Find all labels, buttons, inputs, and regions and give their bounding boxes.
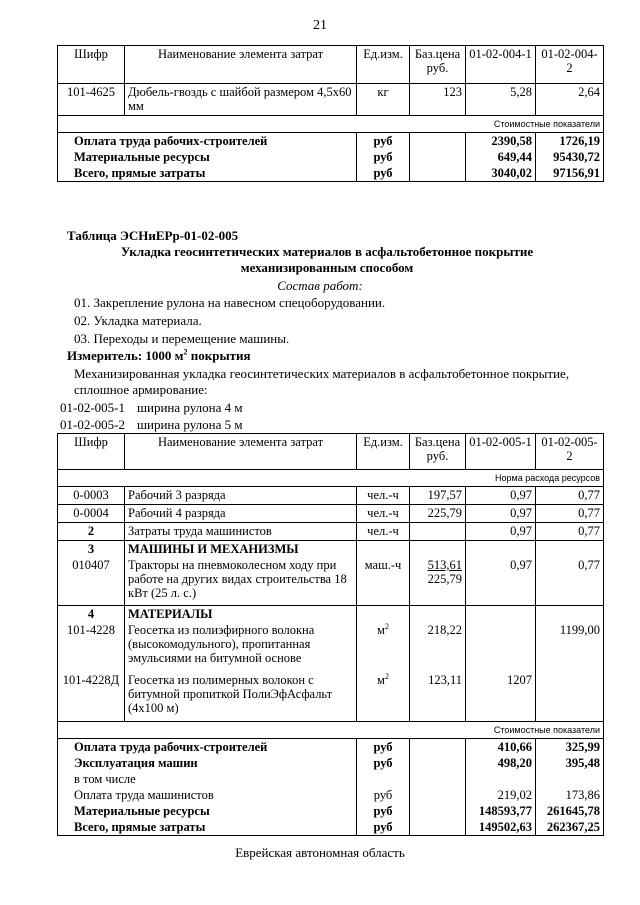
header-name: Наименование элемента затрат [125, 434, 357, 470]
row-name: Геосетка из полимерных волокон с битумной пропиткой ПолиЭфАсфальт (4х100 м) [125, 672, 357, 722]
summary-value2: 1726,19 [536, 133, 604, 150]
row-price-top: 513,61 [427, 558, 462, 572]
summary-empty [410, 803, 466, 819]
row-unit [357, 672, 410, 722]
row-code: 0-0003 [58, 487, 125, 505]
section-row [58, 605, 604, 622]
section-heading: Укладка геосинтетических материалов в асфальтобетонное покрытие механизированным способом [120, 244, 534, 275]
summary-row [58, 771, 604, 787]
section-empty [536, 541, 604, 558]
summary-empty [410, 133, 466, 150]
row-price [410, 557, 466, 605]
section-row [58, 541, 604, 558]
summary-label: Всего, прямые затраты [58, 165, 357, 182]
summary-unit: руб [357, 803, 410, 819]
row-name: Дюбель-гвоздь с шайбой размером 4,5х60 мм [125, 84, 357, 116]
row-price: 197,57 [410, 487, 466, 505]
row-unit-base: м [377, 672, 385, 687]
band-row [58, 116, 604, 133]
section-code: 3 [58, 541, 125, 558]
measure-prefix: Измеритель: 1000 м [67, 348, 184, 363]
row-unit-sup: 2 [384, 671, 389, 681]
summary-value1: 148593,77 [466, 803, 536, 819]
section-empty [466, 605, 536, 622]
variant-code: 01-02-005-2 [60, 417, 125, 432]
summary-unit: руб [357, 133, 410, 150]
band-label: Стоимостные показатели [58, 116, 604, 133]
summary-empty [410, 149, 466, 165]
row-price: 123,11 [410, 672, 466, 722]
row-value1: 0,97 [466, 505, 536, 523]
summary-value2: 325,99 [536, 739, 604, 756]
summary-unit: руб [357, 787, 410, 803]
band-label: Норма расхода ресурсов [58, 470, 604, 487]
summary-label: Оплата труда рабочих-строителей [58, 739, 357, 756]
row-unit: маш.-ч [357, 557, 410, 605]
row-value1 [466, 622, 536, 672]
header-base-price: Баз.цена руб. [410, 434, 466, 470]
summary-row [58, 149, 604, 165]
row-price-bottom: 225,79 [427, 572, 462, 586]
table-row [58, 523, 604, 541]
row-price [410, 523, 466, 541]
variant-text: ширина рулона 5 м [137, 417, 243, 432]
header-code: Шифр [58, 46, 125, 84]
row-price: 218,22 [410, 622, 466, 672]
row-unit: чел.-ч [357, 505, 410, 523]
summary-value1: 2390,58 [466, 133, 536, 150]
measure-suffix: покрытия [187, 348, 251, 363]
summary-value2: 97156,91 [536, 165, 604, 182]
summary-row [58, 755, 604, 771]
band-label: Стоимостные показатели [58, 722, 604, 739]
row-name: Геосетка из полиэфирного волокна (высокомодульного), пропитанная эмульсиями на битумной основе [125, 622, 357, 672]
work-step: 01. Закрепление рулона на навесном спецоборудовании. [74, 295, 386, 310]
row-unit: чел.-ч [357, 487, 410, 505]
header-col2: 01-02-005-2 [536, 434, 604, 470]
row-value2 [536, 672, 604, 722]
row-code: 101-4228 [58, 622, 125, 672]
summary-empty [410, 739, 466, 756]
row-name: Тракторы на пневмоколесном ходу при работе на других видах строительства 18 кВт (25 л. с.) [125, 557, 357, 605]
summary-value2: 95430,72 [536, 149, 604, 165]
summary-empty [410, 755, 466, 771]
row-code: 101-4228Д [58, 672, 125, 722]
section-name: МАТЕРИАЛЫ [125, 605, 357, 622]
row-name: Рабочий 3 разряда [125, 487, 357, 505]
row-value2: 0,77 [536, 523, 604, 541]
summary-label: Эксплуатация машин [58, 755, 357, 771]
cost-table-01-02-004 [57, 45, 604, 182]
summary-empty [466, 771, 536, 787]
work-step: 02. Укладка материала. [74, 313, 202, 328]
row-code: 101-4625 [58, 84, 125, 116]
summary-unit: руб [357, 755, 410, 771]
table-row [58, 557, 604, 605]
table-title: Таблица ЭСНиЕРр-01-02-005 [67, 228, 239, 243]
summary-value1: 149502,63 [466, 819, 536, 836]
row-price: 225,79 [410, 505, 466, 523]
row-value1: 0,97 [466, 487, 536, 505]
table-row [58, 505, 604, 523]
summary-value1: 219,02 [466, 787, 536, 803]
header-unit: Ед.изм. [357, 434, 410, 470]
summary-row [58, 819, 604, 836]
header-code: Шифр [58, 434, 125, 470]
section-empty [357, 541, 410, 558]
band-row [58, 722, 604, 739]
summary-row [58, 803, 604, 819]
summary-label: в том числе [58, 771, 357, 787]
summary-label: Материальные ресурсы [58, 803, 357, 819]
row-unit-sup: 2 [384, 621, 389, 631]
summary-value2: 173,86 [536, 787, 604, 803]
variant-code: 01-02-005-1 [60, 400, 125, 415]
table-header-row [58, 46, 604, 84]
row-unit-base: м [377, 622, 385, 637]
summary-row [58, 165, 604, 182]
summary-empty [410, 165, 466, 182]
row-unit: чел.-ч [357, 523, 410, 541]
summary-unit: руб [357, 165, 410, 182]
composition-label: Состав работ: [277, 278, 363, 293]
section-empty [410, 541, 466, 558]
table-row [58, 672, 604, 722]
row-price: 123 [410, 84, 466, 116]
summary-row [58, 133, 604, 150]
page-footer: Еврейская автономная область [235, 845, 405, 860]
page-number: 21 [313, 18, 327, 33]
section-name: МАШИНЫ И МЕХАНИЗМЫ [125, 541, 357, 558]
row-code: 010407 [58, 557, 125, 605]
section-empty [466, 541, 536, 558]
summary-row [58, 787, 604, 803]
summary-label: Оплата труда рабочих-строителей [58, 133, 357, 150]
row-value1: 0,97 [466, 523, 536, 541]
work-step: 03. Переходы и перемещение машины. [74, 331, 290, 346]
summary-label: Материальные ресурсы [58, 149, 357, 165]
summary-empty [410, 819, 466, 836]
row-unit: кг [357, 84, 410, 116]
variant-text: ширина рулона 4 м [137, 400, 243, 415]
row-value1: 0,97 [466, 557, 536, 605]
summary-value1: 498,20 [466, 755, 536, 771]
description: Механизированная укладка геосинтетических материалов в асфальтобетонное покрытие, сплошное армирование: [74, 366, 570, 397]
row-value2: 0,77 [536, 557, 604, 605]
summary-empty [357, 771, 410, 787]
section-empty [357, 605, 410, 622]
header-col1: 01-02-005-1 [466, 434, 536, 470]
summary-label: Оплата труда машинистов [58, 787, 357, 803]
row-code: 0-0004 [58, 505, 125, 523]
row-value2: 0,77 [536, 487, 604, 505]
summary-value2: 261645,78 [536, 803, 604, 819]
summary-value1: 410,66 [466, 739, 536, 756]
row-unit [357, 622, 410, 672]
header-col1: 01-02-004-1 [466, 46, 536, 84]
summary-unit: руб [357, 739, 410, 756]
summary-label: Всего, прямые затраты [58, 819, 357, 836]
summary-value1: 649,44 [466, 149, 536, 165]
measure-line [67, 348, 251, 364]
summary-value2: 395,48 [536, 755, 604, 771]
section-code: 4 [58, 605, 125, 622]
row-name: Затраты труда машинистов [125, 523, 357, 541]
row-value1: 1207 [466, 672, 536, 722]
row-value2: 0,77 [536, 505, 604, 523]
header-name: Наименование элемента затрат [125, 46, 357, 84]
row-name: Рабочий 4 разряда [125, 505, 357, 523]
section-empty [536, 605, 604, 622]
band-row [58, 470, 604, 487]
section-empty [410, 605, 466, 622]
summary-value2: 262367,25 [536, 819, 604, 836]
row-value2: 1199,00 [536, 622, 604, 672]
summary-value1: 3040,02 [466, 165, 536, 182]
summary-unit: руб [357, 819, 410, 836]
row-value2: 2,64 [536, 84, 604, 116]
measure-sup: 2 [183, 347, 188, 357]
table-row [58, 487, 604, 505]
summary-empty [536, 771, 604, 787]
summary-row [58, 739, 604, 756]
summary-empty [410, 771, 466, 787]
table-header-row [58, 434, 604, 470]
header-unit: Ед.изм. [357, 46, 410, 84]
table-row [58, 622, 604, 672]
table-row [58, 84, 604, 116]
header-base-price: Баз.цена руб. [410, 46, 466, 84]
summary-empty [410, 787, 466, 803]
row-value1: 5,28 [466, 84, 536, 116]
header-col2: 01-02-004-2 [536, 46, 604, 84]
row-code: 2 [58, 523, 125, 541]
resource-table-01-02-005 [57, 433, 604, 836]
summary-unit: руб [357, 149, 410, 165]
